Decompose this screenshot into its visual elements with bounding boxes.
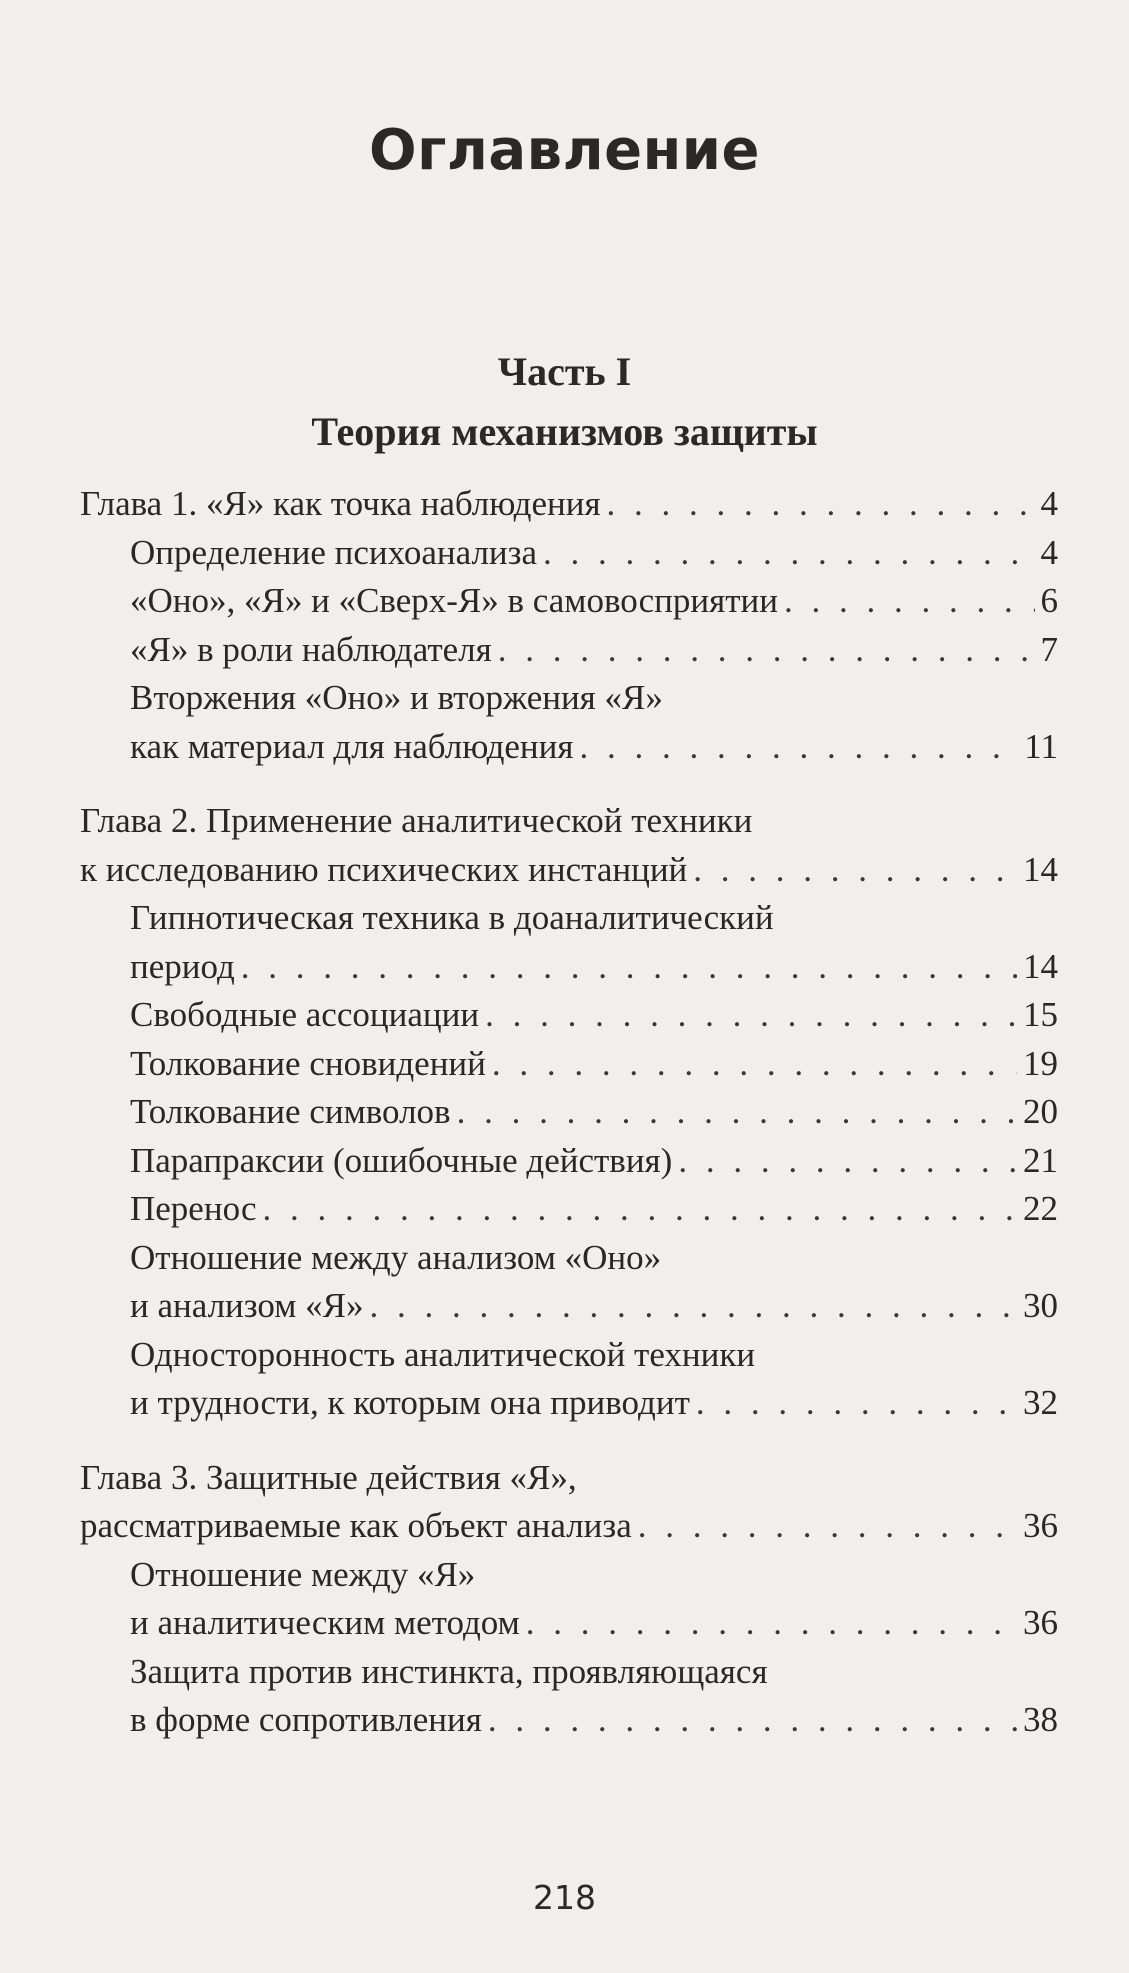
toc-entry-line	[130, 1282, 1058, 1331]
toc-entry-line	[130, 1040, 1058, 1089]
page-number: 218	[533, 1878, 596, 1917]
toc-page-number: 36	[1023, 1603, 1058, 1642]
toc-entry-line	[130, 1648, 1058, 1697]
toc-page-number: 11	[1024, 726, 1058, 766]
dot-leader	[498, 626, 1035, 675]
toc-entry-line	[130, 1137, 1058, 1186]
toc-entry-text: Односторонность аналитической техники	[130, 1334, 756, 1374]
toc-page-number: 30	[1023, 1286, 1058, 1325]
toc-section-entry	[130, 577, 1058, 626]
toc-entry-text: Отношение между анализом «Оно»	[130, 1237, 662, 1277]
dot-leader	[457, 1088, 1017, 1137]
dot-leader	[241, 943, 1017, 992]
toc-page-number: 7	[1040, 629, 1058, 669]
toc-chapter-entry	[80, 1454, 1058, 1551]
toc-section-entry	[130, 1331, 1058, 1428]
dot-leader	[485, 991, 1017, 1040]
toc-entry-text: Перенос	[130, 1189, 257, 1228]
toc-page-number: 36	[1023, 1506, 1058, 1545]
toc-entry-line	[80, 797, 1058, 846]
toc-entry-line	[130, 1234, 1058, 1283]
toc-entry-line	[80, 1502, 1058, 1551]
toc-section-entry	[130, 626, 1058, 675]
toc-section-entry	[130, 1040, 1058, 1089]
dot-leader	[784, 577, 1035, 626]
toc-entry-line	[130, 577, 1058, 626]
toc-page-number: 22	[1023, 1189, 1058, 1228]
toc-entry-line	[130, 1599, 1058, 1648]
toc-entry-text: Вторжения «Оно» и вторжения «Я»	[130, 678, 663, 717]
toc-section-entry	[130, 1185, 1058, 1234]
toc-page-number: 38	[1023, 1700, 1058, 1739]
toc-entry-text: Парапраксии (ошибочные действия)	[130, 1140, 673, 1180]
toc-entry-text: Свободные ассоциации	[130, 995, 480, 1034]
toc-entry-text: «Я» в роли наблюдателя	[130, 629, 492, 669]
toc-entry-text: Глава 2. Применение аналитической техники	[80, 801, 753, 840]
toc-entry-line	[130, 1696, 1058, 1745]
toc-page-number: 21	[1023, 1140, 1058, 1180]
toc-entry-text: Определение психоанализа	[130, 532, 537, 572]
dot-leader	[693, 846, 1017, 895]
toc-chapter-entry	[80, 797, 1058, 894]
toc-entry-line	[130, 1185, 1058, 1234]
toc-entry-text: рассматриваемые как объект анализа	[80, 1506, 632, 1545]
toc-section-entry	[130, 894, 1058, 991]
toc-entry-line	[130, 674, 1058, 723]
toc-entry-line	[130, 723, 1058, 772]
toc-entry-text: Толкование символов	[130, 1092, 451, 1131]
toc-section-entry	[130, 1648, 1058, 1745]
dot-leader	[696, 1379, 1017, 1428]
toc-page-number: 4	[1040, 484, 1058, 523]
toc-page-number: 4	[1040, 532, 1058, 572]
toc-page-number: 15	[1023, 995, 1058, 1034]
toc-entry-line	[80, 1454, 1058, 1503]
toc-entry-text: период	[130, 946, 235, 986]
toc-chapter-entry	[80, 480, 1058, 529]
toc-entry-text: «Оно», «Я» и «Сверх-Я» в самовосприятии	[130, 581, 778, 620]
dot-leader	[492, 1040, 1017, 1089]
toc-entry-line	[130, 1088, 1058, 1137]
toc-section-entry	[130, 1551, 1058, 1648]
toc-entry-line	[80, 846, 1058, 895]
toc-section-entry	[130, 1234, 1058, 1331]
toc-entry-text: Глава 3. Защитные действия «Я»,	[80, 1457, 577, 1497]
toc-entry-text: Отношение между «Я»	[130, 1554, 476, 1594]
table-of-contents	[80, 480, 1058, 1745]
dot-leader	[638, 1502, 1017, 1551]
toc-section-entry	[130, 1137, 1058, 1186]
toc-entry-text: Гипнотическая техника в доаналитический	[130, 898, 774, 937]
toc-entry-text: и анализом «Я»	[130, 1286, 364, 1325]
part-label: Часть I	[497, 349, 632, 394]
dot-leader	[579, 723, 1018, 772]
dot-leader	[488, 1696, 1017, 1745]
toc-entry-line	[130, 1551, 1058, 1600]
toc-entry-text: Защита против инстинкта, проявляющаяся	[130, 1651, 768, 1691]
toc-entry-text: и аналитическим методом	[130, 1603, 520, 1642]
toc-entry-line	[80, 480, 1058, 529]
toc-entry-text: Толкование сновидений	[130, 1043, 486, 1083]
toc-entry-line	[130, 943, 1058, 992]
toc-entry-text: и трудности, к которым она приводит	[130, 1383, 690, 1422]
toc-entry-line	[130, 626, 1058, 675]
toc-entry-text: как материал для наблюдения	[130, 726, 574, 766]
toc-page-number: 14	[1023, 946, 1058, 986]
dot-leader	[607, 480, 1035, 529]
toc-entry-line	[130, 991, 1058, 1040]
toc-page-number: 14	[1023, 849, 1058, 889]
toc-section-entry	[130, 1088, 1058, 1137]
toc-entry-line	[130, 1331, 1058, 1380]
page-title: Оглавление	[368, 118, 760, 183]
part-title: Теория механизмов защиты	[311, 409, 818, 454]
dot-leader	[526, 1599, 1017, 1648]
toc-entry-text: к исследованию психических инстанций	[80, 849, 688, 889]
dot-leader	[678, 1137, 1017, 1186]
toc-page-number: 19	[1023, 1043, 1058, 1083]
toc-section-entry	[130, 529, 1058, 578]
dot-leader	[369, 1282, 1017, 1331]
toc-entry-line	[130, 529, 1058, 578]
toc-page-number: 20	[1023, 1092, 1058, 1131]
dot-leader	[543, 529, 1035, 578]
toc-section-entry	[130, 991, 1058, 1040]
toc-page-number: 32	[1023, 1383, 1058, 1422]
toc-page-number: 6	[1040, 581, 1058, 620]
toc-entry-text: Глава 1. «Я» как точка наблюдения	[80, 484, 601, 523]
dot-leader	[262, 1185, 1017, 1234]
toc-entry-line	[130, 1379, 1058, 1428]
toc-section-entry	[130, 674, 1058, 771]
toc-entry-line	[130, 894, 1058, 943]
toc-entry-text: в форме сопротивления	[130, 1700, 482, 1739]
